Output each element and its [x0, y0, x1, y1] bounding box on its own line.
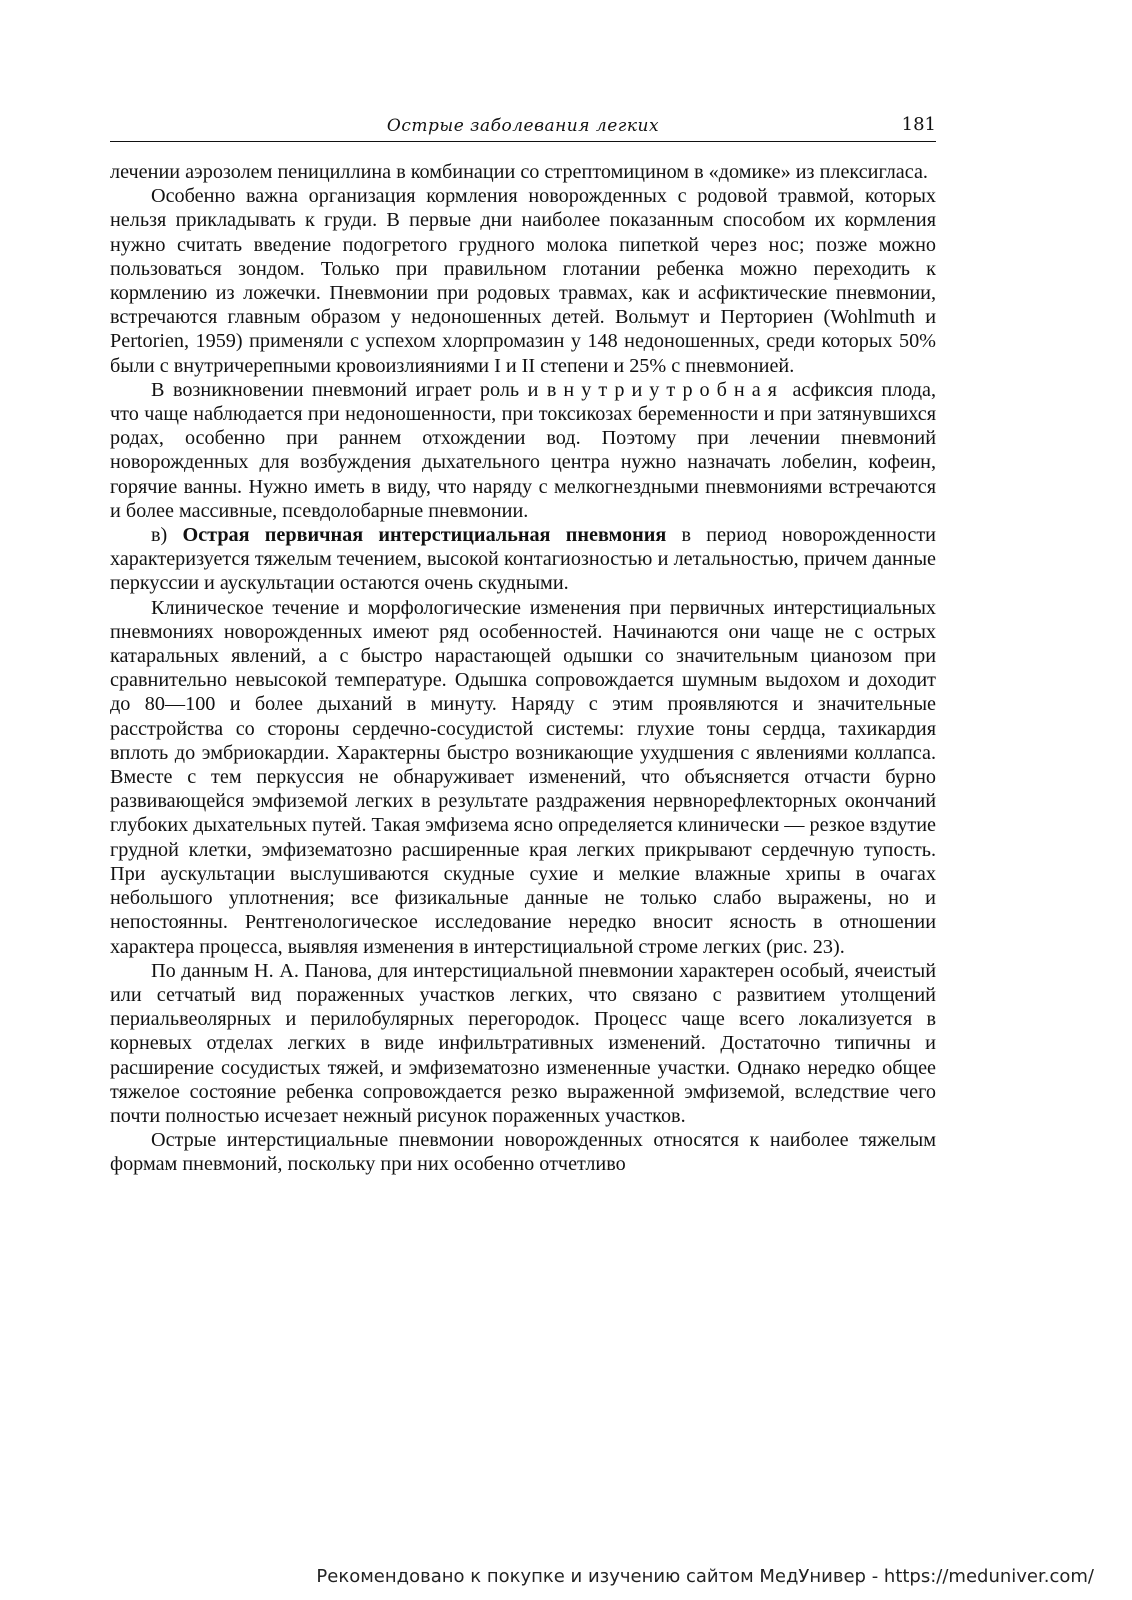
paragraph-continuation: лечении аэрозолем пенициллина в комбинации со стрептомицином в «домике» из плексигласа.: [110, 161, 928, 183]
paragraph-asphyxia-rest: асфиксия плода, что чаще наблюдается при недоношенности, при токсикозах беременности и при затянувшихся родах, особенно при раннем отхождении вод. Поэтому при лечении пневмоний новорожденных для возбуждения дыхательного центра нужно назначать лобелин, кофеин, горячие ванны. Нужно иметь в виду, что наряду с мелкогнездными пневмониями встречаются и более массивные, псевдолобарные пневмонии.: [110, 378, 937, 522]
section-marker: в): [151, 524, 183, 547]
header-rule: [110, 141, 936, 142]
paragraph-panov: По данным Н. А. Панова, для интерстициальной пневмонии характерен особый, ячеистый или сетчатый вид пораженных участков легких, что связано с развитием утолщений периальвеолярных и перилобулярных перегородок. Процесс чаще всего локализуется в корневых отделах легких в виде инфильтративных изменений. Достаточно типичны и расширение сосудистых тяжей, и эмфизематозно измененные участки. Однако нередко общее тяжелое состояние ребенка сопровождается резко выраженной эмфиземой, вследствие чего почти полностью исчезает нежный рисунок пораженных участков.: [110, 959, 936, 1127]
footer-recommendation: Рекомендовано к покупке и изучению сайтом МедУнивер - https://meduniver.com/: [316, 1566, 1094, 1587]
paragraph-feeding: Особенно важна организация кормления новорожденных с родовой травмой, которых нельзя прикладывать к груди. В первые дни наиболее показанным способом их кормления нужно считать введение подогретого грудного молока пипеткой через нос; позже можно пользоваться зондом. Только при правильном глотании ребенка можно переходить к кормлению из ложечки. Пневмонии при родовых травмах, как и асфиктические пневмонии, встречаются главным образом у недоношенных детей. Вольмут и Перториен (Wohlmuth и Pertorien, 1959) применяли с успехом хлорпромазин у 148 недоношенных, среди которых 50% были с внутричерепными кровоизлияниями I и II степени и 25% с пневмонией.: [110, 185, 936, 377]
section-v: [110, 523, 936, 596]
running-header: [110, 116, 936, 142]
paragraph-asphyxia: [110, 378, 936, 523]
running-title: Острые заболевания легких: [386, 116, 660, 136]
body-text: [110, 160, 936, 1177]
section-heading: Острая первичная интерстициальная пневмония: [182, 524, 667, 547]
page-number: 181: [901, 114, 936, 135]
section-v-rest: в период новорожденности характеризуется тяжелым течением, высокой контагиозностью и летальностью, причем данные перкуссии и аускультации остаются очень скудными.: [110, 524, 936, 595]
paragraph-asphyxia-lead: В возникновении пневмоний играет роль и: [151, 378, 547, 401]
paragraph-severity: Острые интерстициальные пневмонии новорожденных относятся к наиболее тяжелым формам пневмоний, поскольку при них особенно отчетливо: [110, 1129, 936, 1176]
paragraph-clinical-course: Клиническое течение и морфологические изменения при первичных интерстициальных пневмониях новорожденных имеют ряд особенностей. Начинаются они чаще не с острых катаральных явлений, а с быстро нарастающей одышки со значительным цианозом при сравнительно невысокой температуре. Одышка сопровождается шумным выдохом и доходит до 80—100 и более дыханий в минуту. Наряду с этим проявляются и значительные расстройства со стороны сердечно-сосудистой системы: глухие тоны сердца, тахикардия вплоть до эмбриокардии. Характерны быстро возникающие ухудшения с явлениями коллапса. Вместе с тем перкуссия не обнаруживает изменений, что объясняется отчасти бурно развивающейся эмфиземой легких в результате раздражения нервнорефлекторных окончаний глубоких дыхательных путей. Такая эмфизема ясно определяется клинически — резкое вздутие грудной клетки, эмфизематозно расширенные края легких прикрывают сердечную тупость. При аускультации выслушиваются скудные сухие и мелкие влажные хрипы в очагах небольшого уплотнения; все физикальные данные не только слабо выражены, но и непостоянны. Рентгенологическое исследование нередко вносит ясность в отношении характера процесса, выявляя изменения в интерстициальной строме легких (рис. 23).: [110, 596, 936, 958]
spaced-emphasis: внутриутробная: [546, 378, 784, 401]
